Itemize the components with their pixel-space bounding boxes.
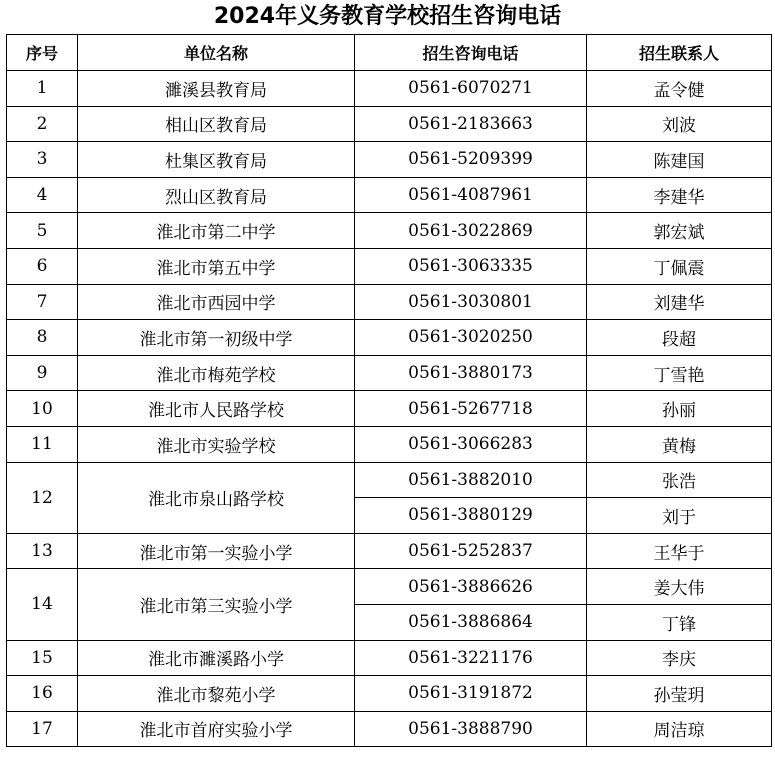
cell-contact: 张浩 (587, 462, 772, 498)
table-row (7, 569, 772, 605)
cell-contact: 孙莹玥 (587, 676, 772, 712)
cell-no: 17 (7, 711, 78, 747)
cell-no: 2 (7, 106, 78, 142)
cell-unit: 淮北市第五中学 (78, 248, 355, 284)
table-row (7, 71, 772, 107)
cell-unit: 烈山区教育局 (78, 177, 355, 213)
table-header-row (7, 35, 772, 71)
table-row (7, 391, 772, 427)
cell-contact: 丁雪艳 (587, 355, 772, 391)
cell-unit: 淮北市泉山路学校 (78, 462, 355, 533)
cell-phone: 0561-6070271 (355, 71, 587, 107)
table-body (7, 71, 772, 747)
cell-no: 4 (7, 177, 78, 213)
cell-no: 6 (7, 248, 78, 284)
cell-no: 14 (7, 569, 78, 640)
cell-no: 9 (7, 355, 78, 391)
cell-phone: 0561-3880129 (355, 498, 587, 534)
cell-phone: 0561-4087961 (355, 177, 587, 213)
cell-contact: 刘波 (587, 106, 772, 142)
cell-unit: 濉溪县教育局 (78, 71, 355, 107)
cell-phone: 0561-3886626 (355, 569, 587, 605)
cell-contact: 段超 (587, 320, 772, 356)
table-row (7, 177, 772, 213)
cell-unit: 相山区教育局 (78, 106, 355, 142)
cell-no: 11 (7, 426, 78, 462)
cell-unit: 淮北市濉溪路小学 (78, 640, 355, 676)
table-row (7, 711, 772, 747)
cell-contact: 黄梅 (587, 426, 772, 462)
cell-no: 16 (7, 676, 78, 712)
table-row (7, 106, 772, 142)
cell-phone: 0561-3888790 (355, 711, 587, 747)
header-no: 序号 (7, 35, 78, 71)
cell-unit: 淮北市第一实验小学 (78, 533, 355, 569)
cell-unit: 淮北市西园中学 (78, 284, 355, 320)
cell-no: 10 (7, 391, 78, 427)
header-phone: 招生咨询电话 (355, 35, 587, 71)
header-contact: 招生联系人 (587, 35, 772, 71)
cell-phone: 0561-3030801 (355, 284, 587, 320)
cell-phone: 0561-3066283 (355, 426, 587, 462)
cell-contact: 孟令健 (587, 71, 772, 107)
cell-contact: 丁锋 (587, 604, 772, 640)
header-unit: 单位名称 (78, 35, 355, 71)
cell-phone: 0561-3882010 (355, 462, 587, 498)
cell-phone: 0561-3886864 (355, 604, 587, 640)
cell-contact: 丁佩震 (587, 248, 772, 284)
cell-unit: 淮北市黎苑小学 (78, 676, 355, 712)
table-row (7, 284, 772, 320)
cell-phone: 0561-5209399 (355, 142, 587, 178)
cell-contact: 刘于 (587, 498, 772, 534)
cell-contact: 郭宏斌 (587, 213, 772, 249)
cell-contact: 孙丽 (587, 391, 772, 427)
cell-phone: 0561-5252837 (355, 533, 587, 569)
table-row (7, 640, 772, 676)
cell-phone: 0561-3191872 (355, 676, 587, 712)
cell-unit: 淮北市第三实验小学 (78, 569, 355, 640)
table-row (7, 462, 772, 498)
cell-no: 15 (7, 640, 78, 676)
cell-phone: 0561-3880173 (355, 355, 587, 391)
cell-phone: 0561-5267718 (355, 391, 587, 427)
table-row (7, 676, 772, 712)
cell-unit: 淮北市第一初级中学 (78, 320, 355, 356)
table-row (7, 213, 772, 249)
cell-unit: 杜集区教育局 (78, 142, 355, 178)
cell-no: 1 (7, 71, 78, 107)
cell-contact: 李建华 (587, 177, 772, 213)
page-title: 2024年义务教育学校招生咨询电话 (213, 4, 562, 29)
table-row (7, 320, 772, 356)
cell-no: 13 (7, 533, 78, 569)
cell-contact: 王华于 (587, 533, 772, 569)
table-row (7, 248, 772, 284)
cell-unit: 淮北市人民路学校 (78, 391, 355, 427)
cell-contact: 刘建华 (587, 284, 772, 320)
cell-phone: 0561-3020250 (355, 320, 587, 356)
cell-unit: 淮北市实验学校 (78, 426, 355, 462)
table-row (7, 426, 772, 462)
contact-table (6, 34, 772, 747)
cell-no: 5 (7, 213, 78, 249)
cell-unit: 淮北市首府实验小学 (78, 711, 355, 747)
cell-no: 3 (7, 142, 78, 178)
cell-contact: 李庆 (587, 640, 772, 676)
cell-phone: 0561-3063335 (355, 248, 587, 284)
cell-unit: 淮北市第二中学 (78, 213, 355, 249)
cell-no: 12 (7, 462, 78, 533)
cell-phone: 0561-3022869 (355, 213, 587, 249)
table-row (7, 533, 772, 569)
cell-unit: 淮北市梅苑学校 (78, 355, 355, 391)
cell-phone: 0561-3221176 (355, 640, 587, 676)
cell-contact: 周洁琼 (587, 711, 772, 747)
cell-no: 7 (7, 284, 78, 320)
cell-contact: 陈建国 (587, 142, 772, 178)
table-row (7, 355, 772, 391)
cell-contact: 姜大伟 (587, 569, 772, 605)
table-row (7, 142, 772, 178)
cell-phone: 0561-2183663 (355, 106, 587, 142)
cell-no: 8 (7, 320, 78, 356)
